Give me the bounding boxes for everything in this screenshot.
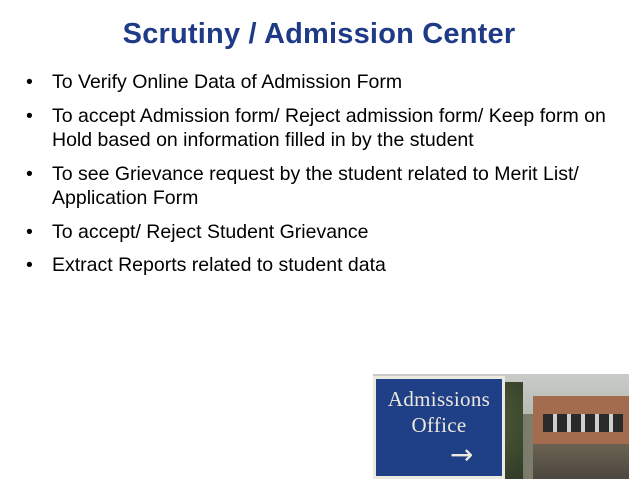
bullet-icon: • [26,220,33,243]
arrow-right-icon: → [450,438,474,471]
bullet-icon: • [26,71,33,93]
photo-building-base [533,444,629,479]
bullet-item [26,162,611,211]
bullet-text: To see Grievance request by the student related to Merit List/ Application Form [52,162,579,209]
bullet-text: To accept/ Reject Student Grievance [52,220,369,243]
bullet-text: Extract Reports related to student data [52,254,386,276]
bullet-item [26,70,611,95]
bullet-item [26,220,611,245]
bullet-text: To Verify Online Data of Admission Form [52,71,403,93]
bullet-icon: • [26,162,33,185]
sign-line-office: Office [411,413,467,437]
bullet-item [26,253,611,278]
sign-line-admissions: Admissions [387,387,491,411]
slide-title: Scrutiny / Admission Center [122,18,516,50]
bullet-icon: • [26,254,33,276]
admissions-office-sign [373,376,505,479]
photo-building-windows [543,414,623,432]
bullet-item [26,104,611,153]
admissions-office-photo [373,374,629,479]
bullet-text: To accept Admission form/ Reject admission form/ Keep form on Hold based on information filled in by the student [52,104,606,151]
bullet-list [26,70,611,287]
bullet-icon: • [26,104,33,127]
